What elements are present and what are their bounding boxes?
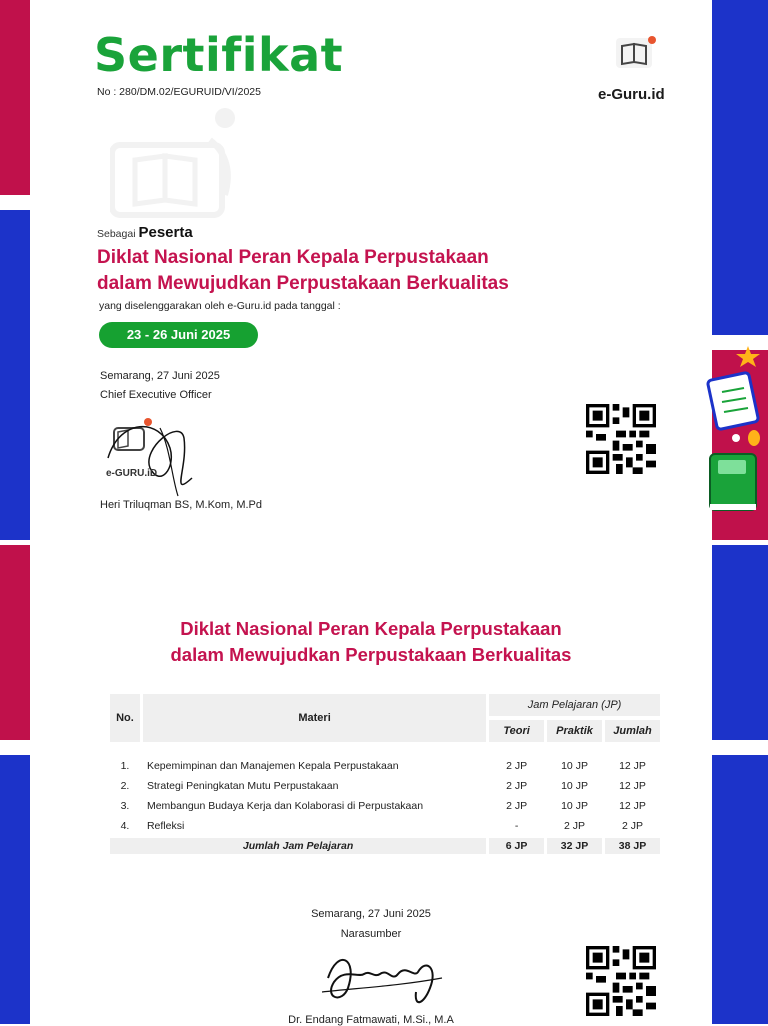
role-line bbox=[97, 224, 193, 241]
right-band-blue-top bbox=[712, 0, 768, 335]
row-praktik: 10 JP bbox=[561, 800, 588, 812]
row-jumlah: 2 JP bbox=[621, 820, 643, 832]
row-no: 1. bbox=[120, 760, 130, 772]
book-icon bbox=[704, 448, 764, 518]
row-jumlah: 12 JP bbox=[619, 760, 646, 772]
row-no: 3. bbox=[120, 800, 130, 812]
narasumber-signature-icon bbox=[318, 948, 448, 1012]
place-date: Semarang, 27 Juni 2025 bbox=[100, 370, 220, 382]
row-jumlah: 12 JP bbox=[619, 780, 646, 792]
schedule-place-date: Semarang, 27 Juni 2025 bbox=[311, 908, 431, 920]
row-no: 2. bbox=[120, 780, 130, 792]
ceo-signature-icon bbox=[100, 408, 210, 500]
date-badge: 23 - 26 Juni 2025 bbox=[99, 322, 258, 348]
row-praktik: 2 JP bbox=[564, 820, 586, 832]
qr-code-icon bbox=[586, 404, 656, 474]
header-jp: Jam Pelajaran (JP) bbox=[489, 694, 660, 716]
header-teori: Teori bbox=[489, 720, 544, 742]
course-title-line1: Diklat Nasional Peran Kepala Perpustakaan bbox=[97, 247, 489, 268]
left-band-blue-bottom bbox=[0, 755, 30, 1024]
row-jumlah: 12 JP bbox=[619, 800, 646, 812]
course-title bbox=[97, 245, 509, 297]
schedule-course-line1: Diklat Nasional Peran Kepala Perpustakaan bbox=[180, 618, 562, 639]
header-materi: Materi bbox=[143, 694, 486, 742]
role-prefix: Sebagai bbox=[97, 228, 136, 240]
header-no: No. bbox=[110, 694, 140, 742]
stamp-text: e-GURU.iD bbox=[106, 468, 158, 479]
certificate-number: No : 280/DM.02/EGURUID/VI/2025 bbox=[97, 86, 261, 98]
table-row bbox=[110, 758, 660, 774]
right-band-blue-lower bbox=[712, 755, 768, 1024]
qr-code-icon bbox=[586, 946, 656, 1016]
total-teori: 6 JP bbox=[489, 838, 544, 854]
total-jumlah: 38 JP bbox=[605, 838, 660, 854]
header-jumlah: Jumlah bbox=[605, 720, 660, 742]
left-band-crimson-bottom bbox=[0, 545, 30, 740]
total-praktik: 32 JP bbox=[547, 838, 602, 854]
total-row bbox=[110, 838, 660, 854]
course-title-line2: dalam Mewujudkan Perpustakaan Berkualitas bbox=[97, 273, 509, 294]
signer-title: Chief Executive Officer bbox=[100, 389, 212, 401]
watermark-logo-icon bbox=[110, 100, 250, 220]
row-materi: Strategi Peningkatan Mutu Perpustakaan bbox=[146, 780, 339, 792]
total-label: Jumlah Jam Pelajaran bbox=[110, 838, 486, 854]
right-band-blue-bottom bbox=[712, 545, 768, 740]
row-materi: Refleksi bbox=[146, 820, 185, 832]
schedule-signer-title: Narasumber bbox=[340, 928, 402, 940]
header-praktik: Praktik bbox=[547, 720, 602, 742]
row-teori: 2 JP bbox=[506, 780, 528, 792]
left-band-blue-top bbox=[0, 210, 30, 540]
table-row bbox=[110, 818, 660, 834]
row-materi: Membangun Budaya Kerja dan Kolaborasi di Perpustakaan bbox=[146, 800, 424, 812]
schedule-course-line2: dalam Mewujudkan Perpustakaan Berkualitas bbox=[170, 644, 572, 665]
signer-name: Heri Triluqman BS, M.Kom, M.Pd bbox=[100, 499, 262, 511]
row-no: 4. bbox=[120, 820, 130, 832]
e-guru-logo-icon bbox=[612, 30, 662, 80]
jp-table bbox=[107, 690, 663, 858]
brand-name: e-Guru.id bbox=[598, 86, 665, 103]
row-teori: - bbox=[514, 820, 519, 832]
table-row bbox=[110, 798, 660, 814]
schedule-course-title bbox=[30, 616, 712, 668]
organizer-text: yang diselenggarakan oleh e-Guru.id pada tanggal : bbox=[99, 300, 341, 312]
certificate-title: Sertifikat bbox=[94, 28, 344, 82]
row-teori: 2 JP bbox=[506, 760, 528, 772]
left-band-crimson-top bbox=[0, 0, 30, 195]
row-materi: Kepemimpinan dan Manajemen Kepala Perpustakaan bbox=[146, 760, 399, 772]
row-teori: 2 JP bbox=[506, 800, 528, 812]
table-row bbox=[110, 778, 660, 794]
row-praktik: 10 JP bbox=[561, 760, 588, 772]
schedule-signer-name: Dr. Endang Fatmawati, M.Si., M.A bbox=[288, 1014, 454, 1026]
role-label: Peserta bbox=[138, 224, 193, 241]
row-praktik: 10 JP bbox=[561, 780, 588, 792]
